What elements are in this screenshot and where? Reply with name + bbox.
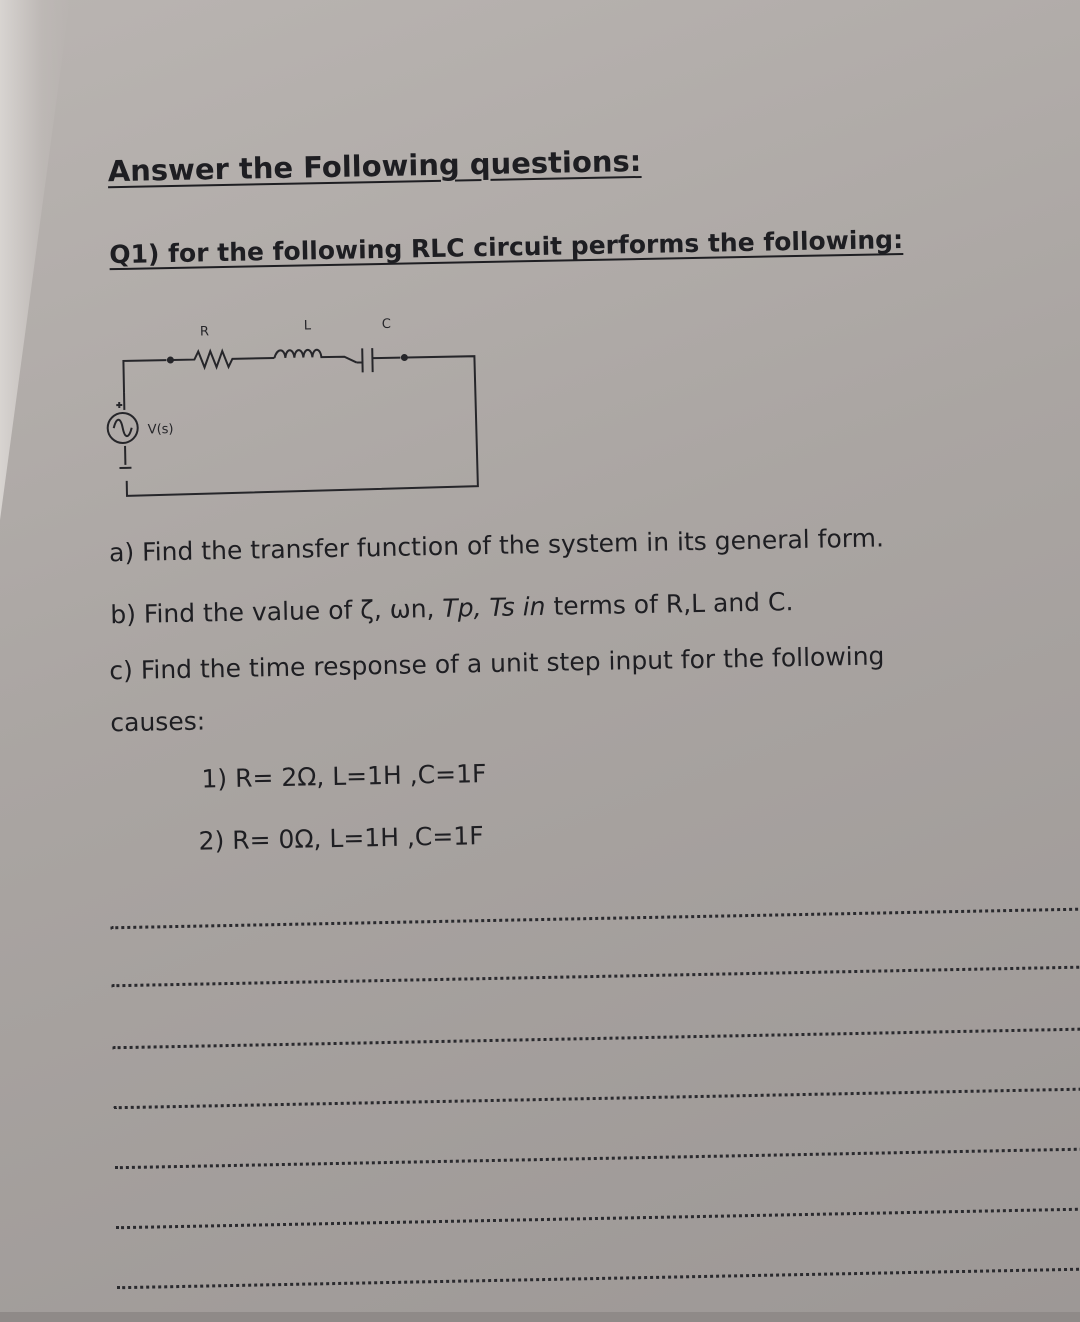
wire-right-return (124, 356, 477, 496)
answer-line (116, 1207, 1080, 1229)
answer-line (113, 1027, 1080, 1049)
resistor-label: R (200, 324, 209, 339)
condition-1: 1) R= 2Ω, L=1H ,C=1F (201, 759, 486, 793)
answer-line (114, 1087, 1080, 1109)
part-b-prefix: b) Find the value of (110, 595, 361, 629)
answer-line (110, 907, 1080, 929)
part-b-italic: Tp, Ts in (442, 592, 546, 623)
capacitor-symbol (356, 348, 400, 373)
resistor-symbol (172, 350, 274, 368)
capacitor-label: C (382, 317, 391, 332)
inductor-symbol (274, 349, 356, 364)
rlc-circuit-diagram (97, 306, 486, 503)
page-heading: Answer the Following questions: (107, 144, 641, 188)
answer-line (115, 1147, 1080, 1169)
part-a-text: a) Find the transfer function of the system in its general form. (109, 523, 884, 567)
condition-2: 2) R= 0Ω, L=1H ,C=1F (198, 821, 483, 855)
terminal-node (168, 357, 173, 362)
inductor-label: L (304, 318, 312, 333)
part-b-suffix: terms of R,L and C. (545, 587, 793, 621)
plus-sign-icon (116, 402, 122, 408)
question-1-title: Q1) for the following RLC circuit performs the following: (109, 225, 903, 269)
source-label: V(s) (148, 422, 174, 437)
part-c-text: c) Find the time response of a unit step input for the following (109, 641, 885, 685)
part-c-continuation: causes: (110, 706, 205, 737)
part-b-symbols: ζ, ωn, (360, 594, 443, 625)
wire-left-top (123, 360, 167, 393)
sine-wave-icon (114, 420, 132, 437)
answer-line (117, 1267, 1080, 1289)
answer-line (111, 965, 1080, 987)
part-b-text (110, 587, 794, 629)
terminal-node (402, 355, 407, 360)
